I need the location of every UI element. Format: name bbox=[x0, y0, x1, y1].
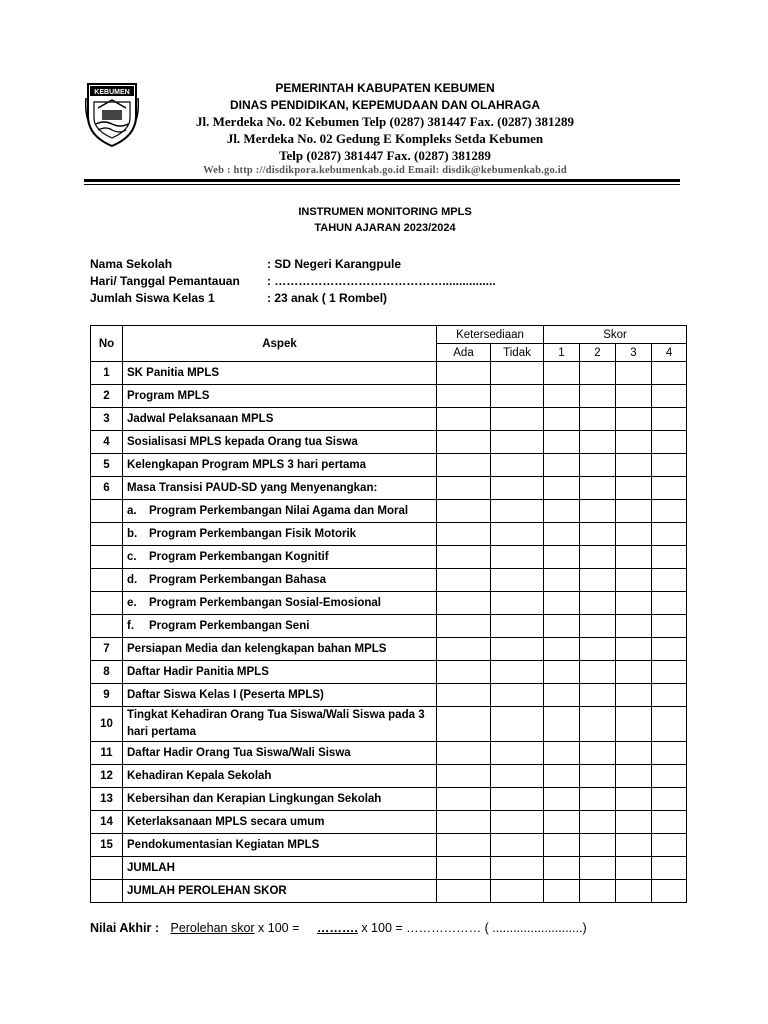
cell-ada[interactable] bbox=[437, 454, 491, 477]
cell-skor-1[interactable] bbox=[544, 765, 580, 788]
cell-skor-2[interactable] bbox=[580, 362, 616, 385]
sub-item-letter: f. bbox=[127, 620, 135, 632]
cell-skor-1[interactable] bbox=[544, 638, 580, 661]
cell-skor-4[interactable] bbox=[652, 811, 687, 834]
cell-ada[interactable] bbox=[437, 385, 491, 408]
cell-tidak[interactable] bbox=[491, 454, 544, 477]
cell-skor-2[interactable] bbox=[580, 638, 616, 661]
cell-ada[interactable] bbox=[437, 477, 491, 500]
header-skor-1: 1 bbox=[544, 344, 580, 362]
cell-ada[interactable] bbox=[437, 615, 491, 638]
cell-skor-4[interactable] bbox=[652, 707, 687, 742]
cell-skor-3[interactable] bbox=[616, 834, 652, 857]
cell-skor-2[interactable] bbox=[580, 615, 616, 638]
table-row bbox=[91, 569, 687, 592]
cell-skor-3[interactable] bbox=[616, 707, 652, 742]
row-aspect: Daftar Hadir Panitia MPLS bbox=[123, 661, 437, 684]
cell-ada[interactable] bbox=[437, 569, 491, 592]
sub-item-text: Program Perkembangan Bahasa bbox=[149, 574, 327, 586]
cell-tidak[interactable] bbox=[491, 811, 544, 834]
cell-skor-3[interactable] bbox=[616, 880, 652, 903]
cell-skor-2[interactable] bbox=[580, 477, 616, 500]
cell-ada[interactable] bbox=[437, 362, 491, 385]
row-number bbox=[91, 546, 123, 569]
cell-tidak[interactable] bbox=[491, 408, 544, 431]
sub-item-text: Program Perkembangan Kognitif bbox=[149, 551, 329, 563]
cell-skor-4[interactable] bbox=[652, 385, 687, 408]
cell-skor-2[interactable] bbox=[580, 523, 616, 546]
header-ketersediaan: Ketersediaan bbox=[437, 326, 544, 344]
total-score-row bbox=[91, 880, 687, 903]
header-skor: Skor bbox=[544, 326, 687, 344]
letterhead-address-2: Jl. Merdeka No. 02 Gedung E Kompleks Setda Kebumen bbox=[226, 131, 544, 146]
sub-item-letter: c. bbox=[127, 551, 137, 563]
cell-tidak[interactable] bbox=[491, 857, 544, 880]
cell-skor-1[interactable] bbox=[544, 661, 580, 684]
cell-skor-3[interactable] bbox=[616, 638, 652, 661]
cell-skor-4[interactable] bbox=[652, 454, 687, 477]
table-body bbox=[91, 362, 687, 903]
cell-skor-2[interactable] bbox=[580, 742, 616, 765]
cell-skor-1[interactable] bbox=[544, 408, 580, 431]
cell-ada[interactable] bbox=[437, 788, 491, 811]
cell-skor-2[interactable] bbox=[580, 592, 616, 615]
cell-skor-4[interactable] bbox=[652, 880, 687, 903]
cell-skor-1[interactable] bbox=[544, 615, 580, 638]
table-row bbox=[91, 765, 687, 788]
cell-ada[interactable] bbox=[437, 431, 491, 454]
cell-skor-2[interactable] bbox=[580, 569, 616, 592]
row-aspect: SK Panitia MPLS bbox=[123, 362, 437, 385]
info-value: : 23 anak ( 1 Rombel) bbox=[267, 291, 388, 305]
cell-skor-4[interactable] bbox=[652, 477, 687, 500]
cell-ada[interactable] bbox=[437, 684, 491, 707]
sub-item-text: Program Perkembangan Seni bbox=[149, 620, 310, 632]
cell-skor-3[interactable] bbox=[616, 500, 652, 523]
table-row bbox=[91, 592, 687, 615]
cell-skor-2[interactable] bbox=[580, 857, 616, 880]
cell-skor-4[interactable] bbox=[652, 523, 687, 546]
table-row bbox=[91, 638, 687, 661]
cell-skor-2[interactable] bbox=[580, 765, 616, 788]
cell-tidak[interactable] bbox=[491, 500, 544, 523]
cell-skor-3[interactable] bbox=[616, 477, 652, 500]
info-value: : SD Negeri Karangpule bbox=[267, 257, 402, 271]
row-number bbox=[91, 615, 123, 638]
cell-skor-1[interactable] bbox=[544, 477, 580, 500]
document-title: INSTRUMEN MONITORING MPLS bbox=[298, 206, 472, 218]
row-number bbox=[91, 500, 123, 523]
cell-skor-4[interactable] bbox=[652, 788, 687, 811]
cell-ada[interactable] bbox=[437, 742, 491, 765]
cell-skor-3[interactable] bbox=[616, 592, 652, 615]
cell-skor-2[interactable] bbox=[580, 834, 616, 857]
row-aspect: Masa Transisi PAUD-SD yang Menyenangkan: bbox=[123, 477, 437, 500]
cell-tidak[interactable] bbox=[491, 362, 544, 385]
cell-skor-3[interactable] bbox=[616, 615, 652, 638]
row-number: 2 bbox=[91, 385, 123, 408]
letterhead-phone: Telp (0287) 381447 Fax. (0287) 381289 bbox=[279, 148, 491, 163]
cell-skor-4[interactable] bbox=[652, 684, 687, 707]
cell-skor-4[interactable] bbox=[652, 857, 687, 880]
cell-skor-3[interactable] bbox=[616, 742, 652, 765]
cell-ada[interactable] bbox=[437, 638, 491, 661]
table-row bbox=[91, 742, 687, 765]
cell-skor-1[interactable] bbox=[544, 546, 580, 569]
cell-tidak[interactable] bbox=[491, 834, 544, 857]
header-no: No bbox=[91, 326, 123, 362]
cell-skor-1[interactable] bbox=[544, 811, 580, 834]
cell-ada[interactable] bbox=[437, 500, 491, 523]
letterhead-rule-thick bbox=[84, 179, 680, 182]
cell-tidak[interactable] bbox=[491, 546, 544, 569]
cell-skor-2[interactable] bbox=[580, 684, 616, 707]
cell-ada[interactable] bbox=[437, 408, 491, 431]
cell-skor-1[interactable] bbox=[544, 500, 580, 523]
row-aspect: Kebersihan dan Kerapian Lingkungan Sekolah bbox=[123, 788, 437, 811]
sub-item-text: Program Perkembangan Fisik Motorik bbox=[149, 528, 357, 540]
cell-tidak[interactable] bbox=[491, 431, 544, 454]
row-number: 3 bbox=[91, 408, 123, 431]
cell-tidak[interactable] bbox=[491, 788, 544, 811]
cell-skor-3[interactable] bbox=[616, 857, 652, 880]
row-number: 4 bbox=[91, 431, 123, 454]
cell-skor-4[interactable] bbox=[652, 569, 687, 592]
table-row bbox=[91, 454, 687, 477]
header-tidak: Tidak bbox=[491, 344, 544, 362]
cell-skor-4[interactable] bbox=[652, 500, 687, 523]
table-row bbox=[91, 500, 687, 523]
sub-item-letter: b. bbox=[127, 528, 138, 540]
table-row bbox=[91, 684, 687, 707]
total-score-row-label: JUMLAH PEROLEHAN SKOR bbox=[123, 880, 437, 903]
header-ada: Ada bbox=[437, 344, 491, 362]
final-score-blank: ………. bbox=[316, 921, 358, 935]
row-number: 1 bbox=[91, 362, 123, 385]
cell-skor-3[interactable] bbox=[616, 684, 652, 707]
row-number: 6 bbox=[91, 477, 123, 500]
cell-skor-4[interactable] bbox=[652, 765, 687, 788]
total-row-label: JUMLAH bbox=[123, 857, 437, 880]
cell-skor-4[interactable] bbox=[652, 615, 687, 638]
row-aspect bbox=[123, 569, 437, 592]
row-aspect: Tingkat Kehadiran Orang Tua Siswa/Wali Siswa pada 3 hari pertama bbox=[123, 707, 437, 742]
cell-tidak[interactable] bbox=[491, 523, 544, 546]
cell-ada[interactable] bbox=[437, 661, 491, 684]
cell-skor-1[interactable] bbox=[544, 788, 580, 811]
table-row bbox=[91, 431, 687, 454]
cell-skor-1[interactable] bbox=[544, 857, 580, 880]
cell-skor-3[interactable] bbox=[616, 385, 652, 408]
table-row bbox=[91, 408, 687, 431]
cell-ada[interactable] bbox=[437, 811, 491, 834]
cell-skor-1[interactable] bbox=[544, 742, 580, 765]
cell-skor-3[interactable] bbox=[616, 431, 652, 454]
info-label: Hari/ Tanggal Pemantauan bbox=[90, 274, 240, 288]
row-aspect: Program MPLS bbox=[123, 385, 437, 408]
cell-skor-1[interactable] bbox=[544, 834, 580, 857]
cell-skor-2[interactable] bbox=[580, 385, 616, 408]
row-number: 5 bbox=[91, 454, 123, 477]
final-score-formula: Perolehan skor bbox=[170, 921, 255, 935]
cell-ada[interactable] bbox=[437, 707, 491, 742]
cell-skor-3[interactable] bbox=[616, 523, 652, 546]
row-number bbox=[91, 569, 123, 592]
row-number bbox=[91, 857, 123, 880]
cell-skor-3[interactable] bbox=[616, 661, 652, 684]
table-row bbox=[91, 477, 687, 500]
table-row bbox=[91, 362, 687, 385]
cell-skor-1[interactable] bbox=[544, 523, 580, 546]
row-aspect bbox=[123, 546, 437, 569]
info-value: : ……………………………………................ bbox=[267, 274, 496, 288]
row-number bbox=[91, 592, 123, 615]
final-score-mult-1: x 100 = bbox=[254, 921, 303, 935]
cell-tidak[interactable] bbox=[491, 477, 544, 500]
cell-skor-3[interactable] bbox=[616, 454, 652, 477]
cell-ada[interactable] bbox=[437, 834, 491, 857]
cell-tidak[interactable] bbox=[491, 742, 544, 765]
table-row bbox=[91, 834, 687, 857]
cell-skor-2[interactable] bbox=[580, 661, 616, 684]
cell-ada[interactable] bbox=[437, 546, 491, 569]
cell-tidak[interactable] bbox=[491, 592, 544, 615]
row-number: 10 bbox=[91, 707, 123, 742]
cell-skor-1[interactable] bbox=[544, 592, 580, 615]
cell-skor-4[interactable] bbox=[652, 592, 687, 615]
table-row bbox=[91, 523, 687, 546]
document-subtitle: TAHUN AJARAN 2023/2024 bbox=[314, 222, 456, 234]
table-row bbox=[91, 615, 687, 638]
row-number: 12 bbox=[91, 765, 123, 788]
cell-skor-1[interactable] bbox=[544, 385, 580, 408]
table-row bbox=[91, 385, 687, 408]
cell-tidak[interactable] bbox=[491, 638, 544, 661]
sub-item-letter: d. bbox=[127, 574, 138, 586]
cell-skor-2[interactable] bbox=[580, 546, 616, 569]
row-number: 8 bbox=[91, 661, 123, 684]
row-number: 13 bbox=[91, 788, 123, 811]
row-aspect: Pendokumentasian Kegiatan MPLS bbox=[123, 834, 437, 857]
cell-tidak[interactable] bbox=[491, 569, 544, 592]
cell-skor-3[interactable] bbox=[616, 788, 652, 811]
row-aspect: Kehadiran Kepala Sekolah bbox=[123, 765, 437, 788]
row-number bbox=[91, 523, 123, 546]
cell-skor-4[interactable] bbox=[652, 661, 687, 684]
cell-ada[interactable] bbox=[437, 857, 491, 880]
final-score-mult-2: x 100 = ……………… ( ..........................) bbox=[357, 921, 587, 935]
row-aspect: Kelengkapan Program MPLS 3 hari pertama bbox=[123, 454, 437, 477]
row-aspect bbox=[123, 523, 437, 546]
sub-item-text: Program Perkembangan Sosial-Emosional bbox=[149, 597, 381, 609]
cell-tidak[interactable] bbox=[491, 385, 544, 408]
row-aspect: Daftar Siswa Kelas I (Peserta MPLS) bbox=[123, 684, 437, 707]
table-row bbox=[91, 707, 687, 742]
sub-item-letter: e. bbox=[127, 597, 137, 609]
letterhead-line-2: DINAS PENDIDIKAN, KEPEMUDAAN DAN OLAHRAGA bbox=[229, 98, 540, 112]
cell-tidak[interactable] bbox=[491, 615, 544, 638]
row-aspect bbox=[123, 500, 437, 523]
cell-skor-2[interactable] bbox=[580, 707, 616, 742]
final-score-line bbox=[90, 921, 587, 935]
cell-skor-1[interactable] bbox=[544, 431, 580, 454]
info-label: Jumlah Siswa Kelas 1 bbox=[90, 291, 215, 305]
cell-skor-2[interactable] bbox=[580, 880, 616, 903]
row-number: 15 bbox=[91, 834, 123, 857]
cell-tidak[interactable] bbox=[491, 765, 544, 788]
cell-skor-2[interactable] bbox=[580, 431, 616, 454]
cell-tidak[interactable] bbox=[491, 880, 544, 903]
kebumen-regency-logo bbox=[84, 78, 140, 148]
letterhead-rule-thin bbox=[84, 184, 680, 185]
cell-skor-4[interactable] bbox=[652, 408, 687, 431]
cell-skor-1[interactable] bbox=[544, 362, 580, 385]
cell-tidak[interactable] bbox=[491, 684, 544, 707]
row-aspect: Sosialisasi MPLS kepada Orang tua Siswa bbox=[123, 431, 437, 454]
cell-skor-3[interactable] bbox=[616, 408, 652, 431]
row-number: 7 bbox=[91, 638, 123, 661]
cell-skor-1[interactable] bbox=[544, 569, 580, 592]
monitoring-table bbox=[90, 325, 687, 903]
table-row bbox=[91, 811, 687, 834]
header-aspek: Aspek bbox=[123, 326, 437, 362]
cell-skor-3[interactable] bbox=[616, 765, 652, 788]
row-aspect: Persiapan Media dan kelengkapan bahan MPLS bbox=[123, 638, 437, 661]
table-row bbox=[91, 788, 687, 811]
header-skor-2: 2 bbox=[580, 344, 616, 362]
cell-skor-2[interactable] bbox=[580, 500, 616, 523]
cell-skor-1[interactable] bbox=[544, 454, 580, 477]
row-aspect: Daftar Hadir Orang Tua Siswa/Wali Siswa bbox=[123, 742, 437, 765]
info-label: Nama Sekolah bbox=[90, 257, 173, 271]
svg-text:KEBUMEN: KEBUMEN bbox=[94, 89, 130, 96]
cell-skor-4[interactable] bbox=[652, 834, 687, 857]
sub-item-letter: a. bbox=[127, 505, 137, 517]
row-aspect: Jadwal Pelaksanaan MPLS bbox=[123, 408, 437, 431]
cell-skor-4[interactable] bbox=[652, 431, 687, 454]
cell-skor-3[interactable] bbox=[616, 362, 652, 385]
cell-skor-2[interactable] bbox=[580, 811, 616, 834]
header-skor-4: 4 bbox=[652, 344, 687, 362]
row-number: 14 bbox=[91, 811, 123, 834]
row-aspect: Keterlaksanaan MPLS secara umum bbox=[123, 811, 437, 834]
cell-skor-2[interactable] bbox=[580, 408, 616, 431]
row-number: 11 bbox=[91, 742, 123, 765]
cell-skor-3[interactable] bbox=[616, 811, 652, 834]
cell-ada[interactable] bbox=[437, 765, 491, 788]
sub-item-text: Program Perkembangan Nilai Agama dan Moral bbox=[149, 505, 409, 517]
cell-skor-2[interactable] bbox=[580, 454, 616, 477]
cell-ada[interactable] bbox=[437, 523, 491, 546]
cell-skor-3[interactable] bbox=[616, 546, 652, 569]
cell-skor-2[interactable] bbox=[580, 788, 616, 811]
cell-skor-4[interactable] bbox=[652, 638, 687, 661]
header-skor-3: 3 bbox=[616, 344, 652, 362]
row-aspect bbox=[123, 615, 437, 638]
table-row bbox=[91, 546, 687, 569]
cell-skor-4[interactable] bbox=[652, 362, 687, 385]
total-row bbox=[91, 857, 687, 880]
cell-ada[interactable] bbox=[437, 592, 491, 615]
row-number: 9 bbox=[91, 684, 123, 707]
cell-skor-1[interactable] bbox=[544, 880, 580, 903]
cell-skor-4[interactable] bbox=[652, 546, 687, 569]
cell-ada[interactable] bbox=[437, 880, 491, 903]
row-number bbox=[91, 880, 123, 903]
cell-skor-3[interactable] bbox=[616, 569, 652, 592]
cell-tidak[interactable] bbox=[491, 661, 544, 684]
table-row bbox=[91, 661, 687, 684]
cell-tidak[interactable] bbox=[491, 707, 544, 742]
final-score-label: Nilai Akhir : bbox=[90, 921, 159, 935]
cell-skor-4[interactable] bbox=[652, 742, 687, 765]
letterhead-web-email: Web : http ://disdikpora.kebumenkab.go.id Email: disdik@kebumenkab.go.id bbox=[203, 165, 567, 176]
row-aspect bbox=[123, 592, 437, 615]
cell-skor-1[interactable] bbox=[544, 684, 580, 707]
letterhead-address-1: Jl. Merdeka No. 02 Kebumen Telp (0287) 381447 Fax. (0287) 381289 bbox=[195, 114, 575, 129]
letterhead-line-1: PEMERINTAH KABUPATEN KEBUMEN bbox=[275, 81, 495, 95]
cell-skor-1[interactable] bbox=[544, 707, 580, 742]
